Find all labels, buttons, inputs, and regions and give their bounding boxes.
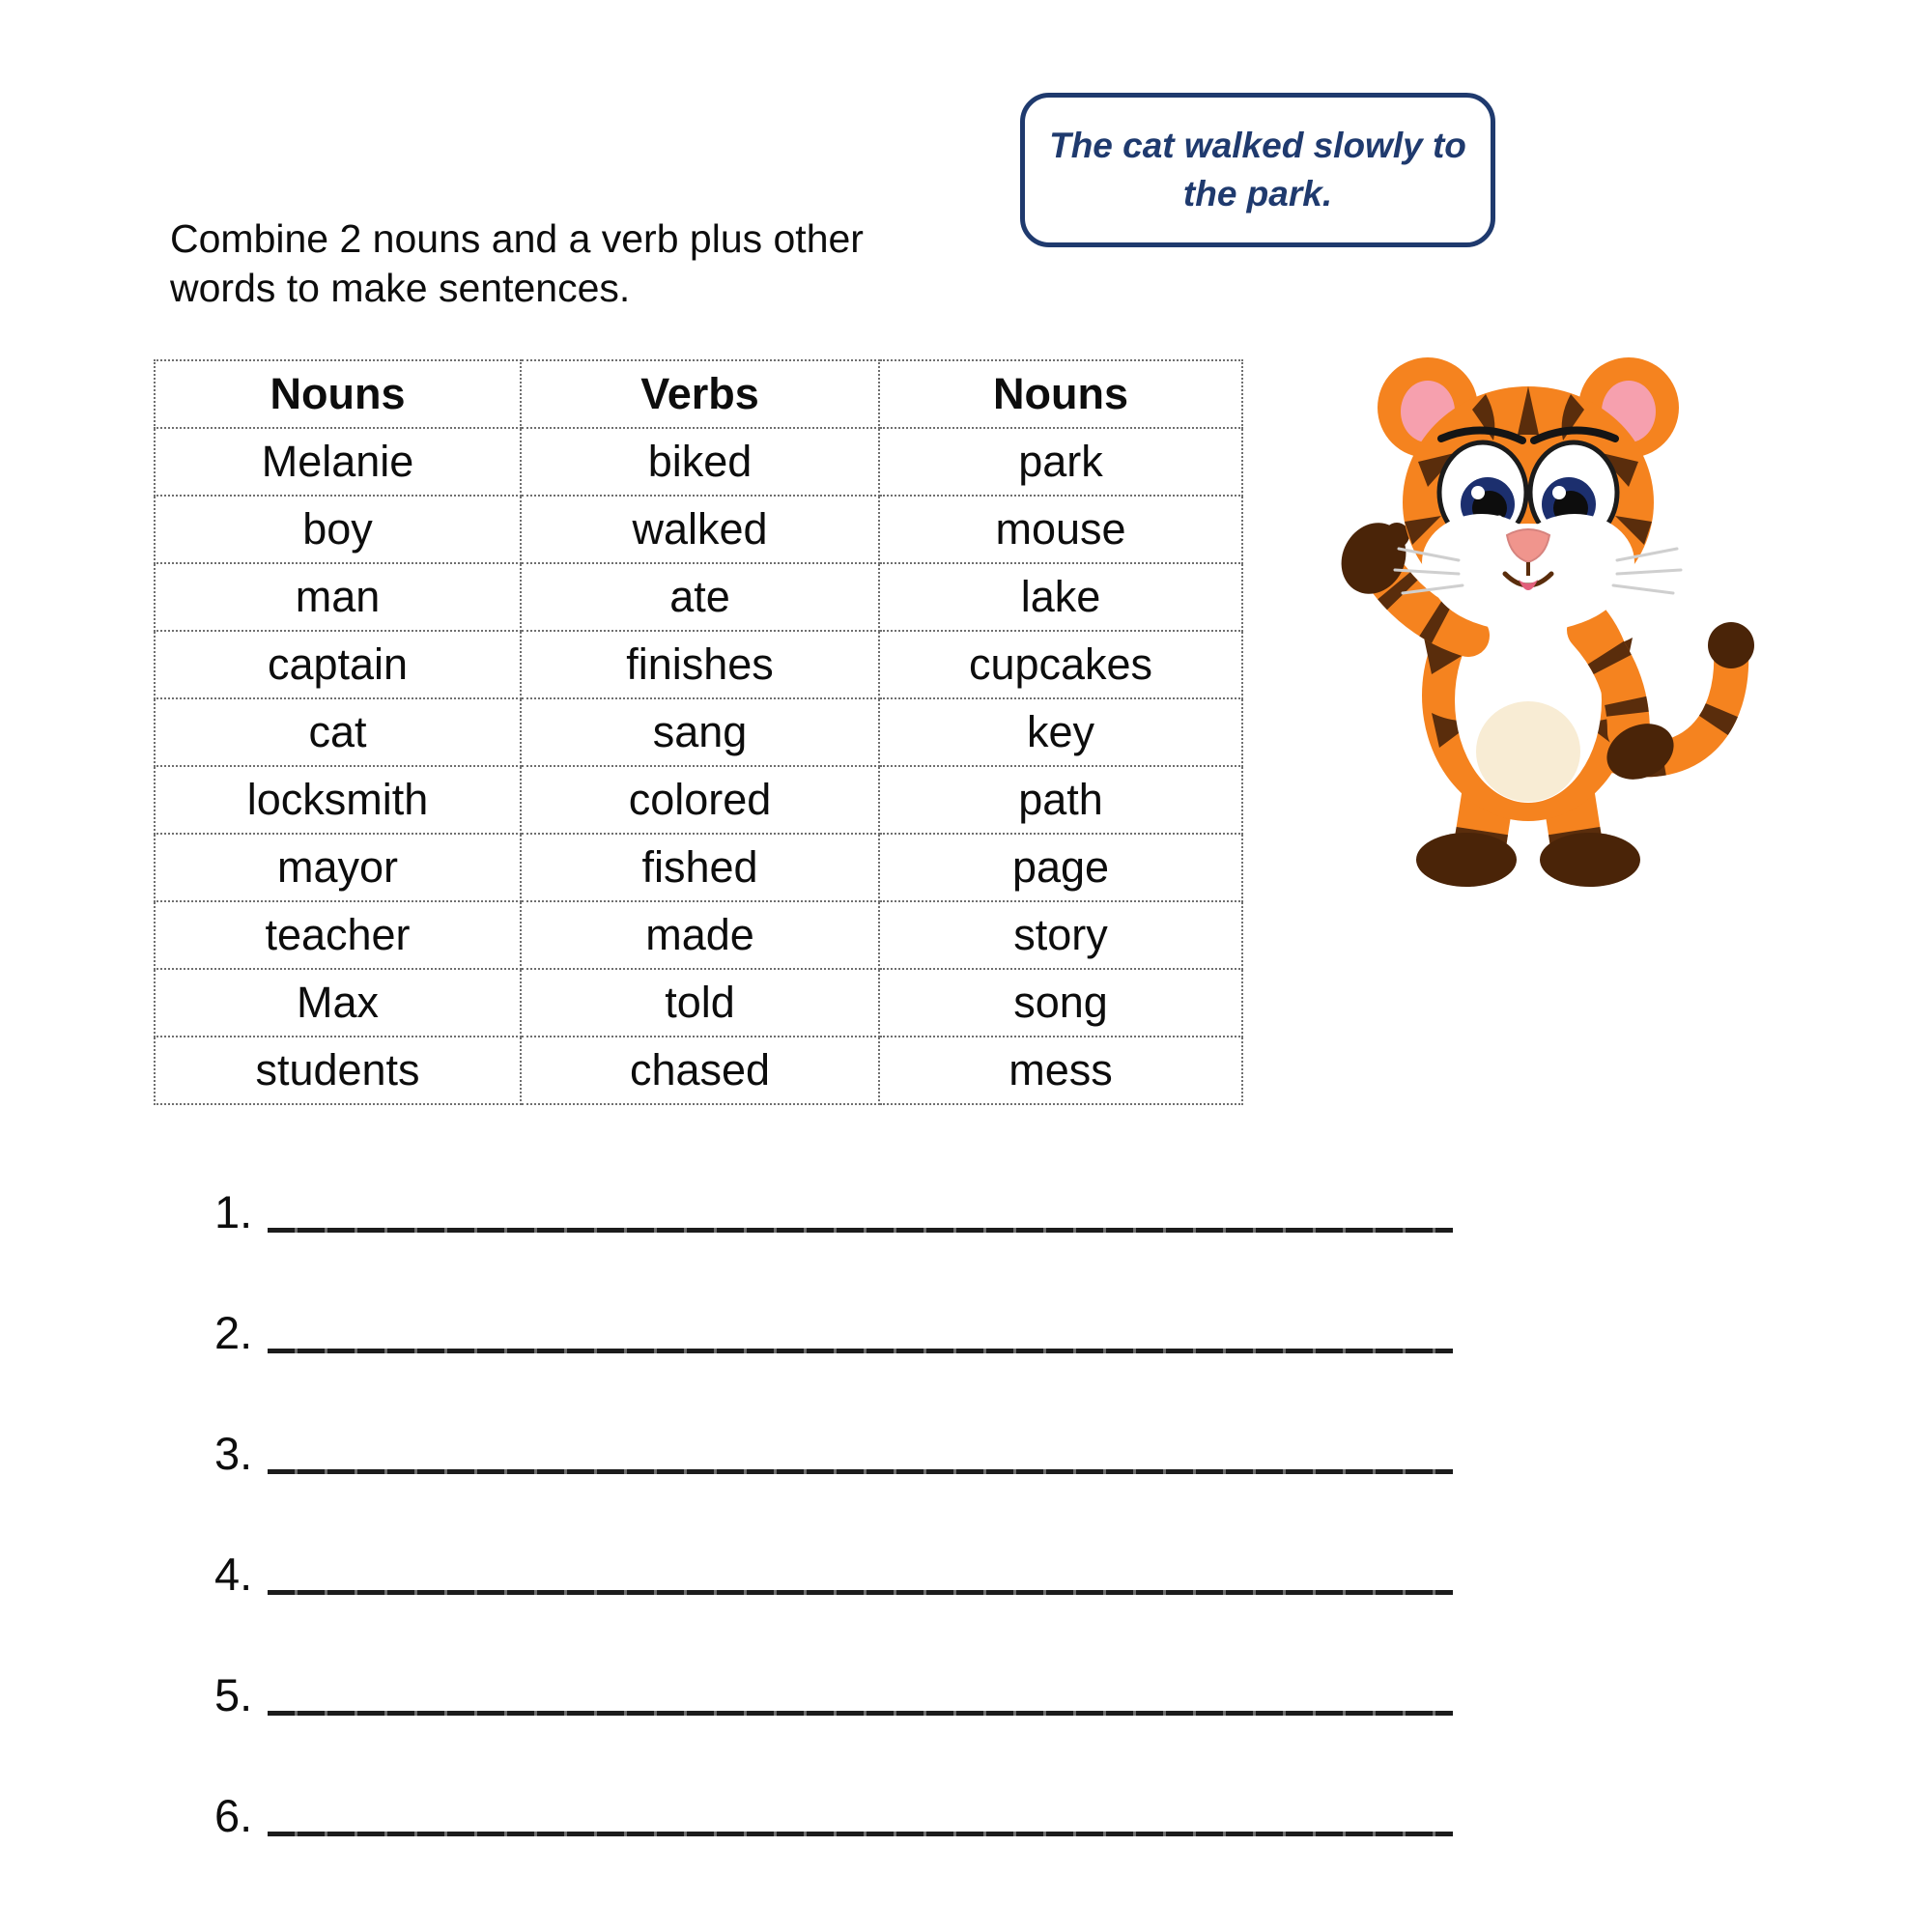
table-row	[155, 698, 1242, 766]
answer-line	[214, 1782, 1453, 1841]
table-cell: captain	[155, 631, 521, 698]
answer-blank[interactable]	[268, 1590, 1453, 1595]
answer-number: 6.	[214, 1790, 253, 1841]
table-cell: sang	[521, 698, 879, 766]
table-row	[155, 834, 1242, 901]
answer-line	[214, 1541, 1453, 1600]
table-cell: cupcakes	[879, 631, 1242, 698]
table-row	[155, 496, 1242, 563]
instructions-line-2: words to make sentences.	[170, 265, 631, 310]
answer-line	[214, 1179, 1453, 1235]
table-cell: lake	[879, 563, 1242, 631]
table-cell: teacher	[155, 901, 521, 969]
table-cell: biked	[521, 428, 879, 496]
answer-line	[214, 1662, 1453, 1718]
answer-blank[interactable]	[268, 1349, 1453, 1353]
instructions	[170, 214, 864, 313]
table-cell: park	[879, 428, 1242, 496]
column-header: Nouns	[155, 360, 521, 428]
table-cell: told	[521, 969, 879, 1037]
table-cell: finishes	[521, 631, 879, 698]
tiger-right-foot	[1540, 833, 1640, 887]
answer-blank[interactable]	[268, 1832, 1453, 1836]
table-cell: colored	[521, 766, 879, 834]
example-sentence-box	[1020, 93, 1495, 247]
table-cell: cat	[155, 698, 521, 766]
table-cell: chased	[521, 1037, 879, 1104]
tiger-illustration	[1287, 319, 1789, 898]
answer-blank[interactable]	[268, 1469, 1453, 1474]
eye-highlight	[1471, 486, 1485, 499]
table-cell: mouse	[879, 496, 1242, 563]
instructions-line-1: Combine 2 nouns and a verb plus other	[170, 216, 864, 261]
answer-number: 3.	[214, 1428, 253, 1479]
table-row	[155, 563, 1242, 631]
table-cell: page	[879, 834, 1242, 901]
table-cell: Max	[155, 969, 521, 1037]
table-row	[155, 1037, 1242, 1104]
table-row	[155, 969, 1242, 1037]
table-cell: made	[521, 901, 879, 969]
table-cell: mess	[879, 1037, 1242, 1104]
word-table-body	[155, 428, 1242, 1104]
table-row	[155, 428, 1242, 496]
table-cell: song	[879, 969, 1242, 1037]
word-table-header-row	[155, 360, 1242, 428]
table-row	[155, 766, 1242, 834]
answer-number: 5.	[214, 1669, 253, 1720]
answer-number: 1.	[214, 1186, 253, 1237]
answer-line	[214, 1299, 1453, 1358]
answer-number: 2.	[214, 1307, 253, 1358]
table-row	[155, 901, 1242, 969]
table-cell: walked	[521, 496, 879, 563]
column-header: Nouns	[879, 360, 1242, 428]
table-row	[155, 631, 1242, 698]
tiger-belly-cream	[1476, 701, 1580, 802]
table-cell: Melanie	[155, 428, 521, 496]
answer-blank[interactable]	[268, 1228, 1453, 1233]
table-cell: boy	[155, 496, 521, 563]
eye-highlight	[1552, 486, 1566, 499]
table-cell: story	[879, 901, 1242, 969]
table-cell: man	[155, 563, 521, 631]
column-header: Verbs	[521, 360, 879, 428]
answer-lines	[214, 1179, 1453, 1903]
tiger-svg	[1287, 319, 1789, 898]
tiger-left-foot	[1416, 833, 1517, 887]
answer-number: 4.	[214, 1548, 253, 1600]
table-cell: students	[155, 1037, 521, 1104]
table-cell: key	[879, 698, 1242, 766]
table-cell: ate	[521, 563, 879, 631]
table-cell: mayor	[155, 834, 521, 901]
answer-blank[interactable]	[268, 1711, 1453, 1716]
table-cell: path	[879, 766, 1242, 834]
answer-line	[214, 1420, 1453, 1479]
word-table	[154, 359, 1243, 1105]
table-cell: locksmith	[155, 766, 521, 834]
example-sentence-text: The cat walked slowly to the park.	[1049, 126, 1466, 213]
tiger-tail-tip	[1708, 622, 1754, 668]
table-cell: fished	[521, 834, 879, 901]
